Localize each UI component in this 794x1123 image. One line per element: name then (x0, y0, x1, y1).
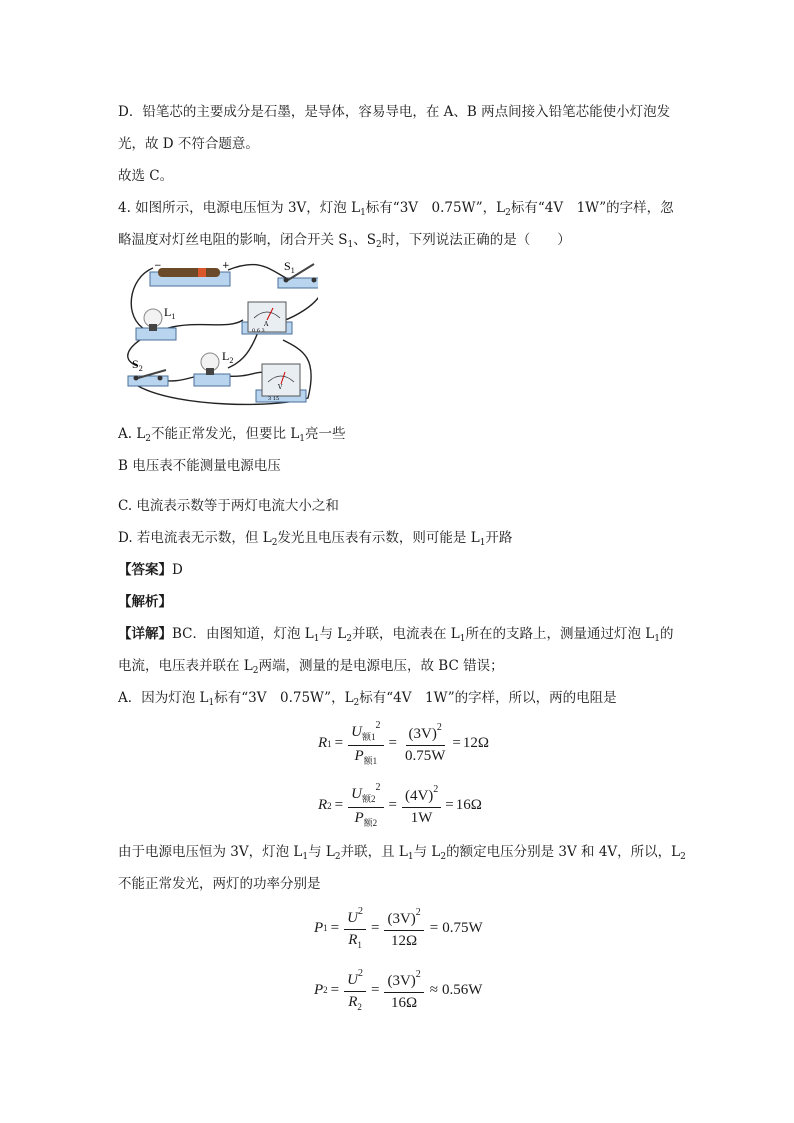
option-d: D. 若电流表无示数，但 $L_2$发光且电压表有示数，则可能是 $L_1$开路 (118, 530, 513, 548)
label-s1: $S_1$ (284, 259, 295, 275)
voltmeter-symbol: V (278, 384, 283, 391)
detail-line2: 电流，电压表并联在 $L_2$两端，测量的是电源电压，故 BC 错误； (118, 658, 504, 676)
power-paragraph-line1: 由于电源电压恒为 3V，灯泡 $L_1$与 $L_2$并联，且 $L_1$与 $L_2$的额定电压分别是 3V 和 4V，所以，$L_2$ (118, 844, 686, 862)
answer: 【答案】D (118, 562, 183, 578)
battery (150, 261, 230, 286)
battery-plus-label: + (222, 261, 230, 271)
option-c: C. 电流表示数等于两灯电流大小之和 (118, 498, 339, 514)
formula-p2: P 2 = $\frac{U^2}{R_2}$ = $\frac{(3V)^2}{16\Omega}$ ≈ 0.56W (314, 968, 483, 1012)
battery-minus-label: − (154, 261, 162, 271)
switch-s2 (128, 357, 168, 386)
voltmeter-scale: 3 15 (268, 396, 280, 402)
wire (226, 372, 264, 376)
power-paragraph-line2: 不能正常发光，两灯的功率分别是 (118, 876, 321, 892)
analysis-heading: 【解析】 (118, 594, 172, 610)
option-d-explanation-line1: D．铅笔芯的主要成分是石墨，是导体，容易导电，在 A、B 两点间接入铅笔芯能使小灯泡发 (118, 104, 671, 120)
question-4-line1: 4. 如图所示，电源电压恒为 3V，灯泡 $L_1$标有“3V 0.75W”，$L_2$标有“4V 1W”的字样，忽 (118, 200, 674, 218)
circuit-diagram (118, 258, 318, 408)
label-s2: $S_2$ (132, 357, 143, 373)
ammeter (242, 302, 292, 334)
voltmeter (256, 364, 306, 402)
detail-line1: 【详解】BC．由图知道，灯泡 $L_1$与 $L_2$并联，电流表在 $L_1$所在的支路上，测量通过灯泡 $L_1$的 (118, 626, 674, 644)
wire (228, 265, 286, 278)
ammeter-scale: 0.6 3 (252, 328, 265, 334)
lamp-l1 (136, 305, 176, 340)
formula-r1: R 1 = $\frac{U_{额1}^2}{P_{额1}}$ = $\frac{(3V)^2}{0.75W}$ = 12Ω (318, 720, 490, 766)
lamp-l2 (194, 349, 233, 386)
option-d-explanation-line2: 光，故 D 不符合题意。 (118, 136, 259, 152)
detail-line3: A．因为灯泡 $L_1$标有“3V 0.75W”，$L_2$标有“4V 1W”的字样，所以，两的电阻是 (118, 690, 617, 708)
wire (168, 320, 243, 328)
label-l1: $L_1$ (164, 305, 176, 321)
label-l2: $L_2$ (222, 349, 234, 365)
previous-answer: 故选 C。 (118, 168, 174, 184)
option-a: A. $L_2$不能正常发光，但要比 $L_1$亮一些 (118, 426, 346, 444)
question-4-line2: 略温度对灯丝电阻的影响，闭合开关 $S_1$、$S_2$时，下列说法正确的是（ ） (118, 232, 571, 250)
formula-p1: P 1 = $\frac{U^2}{R_1}$ = $\frac{(3V)^2}{12\Omega}$ = 0.75W (314, 906, 483, 950)
option-b: B 电压表不能测量电源电压 (118, 458, 281, 474)
ammeter-symbol: A (264, 321, 269, 328)
formula-r2: R 2 = $\frac{U_{额2}^2}{P_{额2}}$ = $\frac{(4V)^2}{1W}$ = 16Ω (318, 782, 482, 828)
switch-s1 (278, 259, 318, 288)
